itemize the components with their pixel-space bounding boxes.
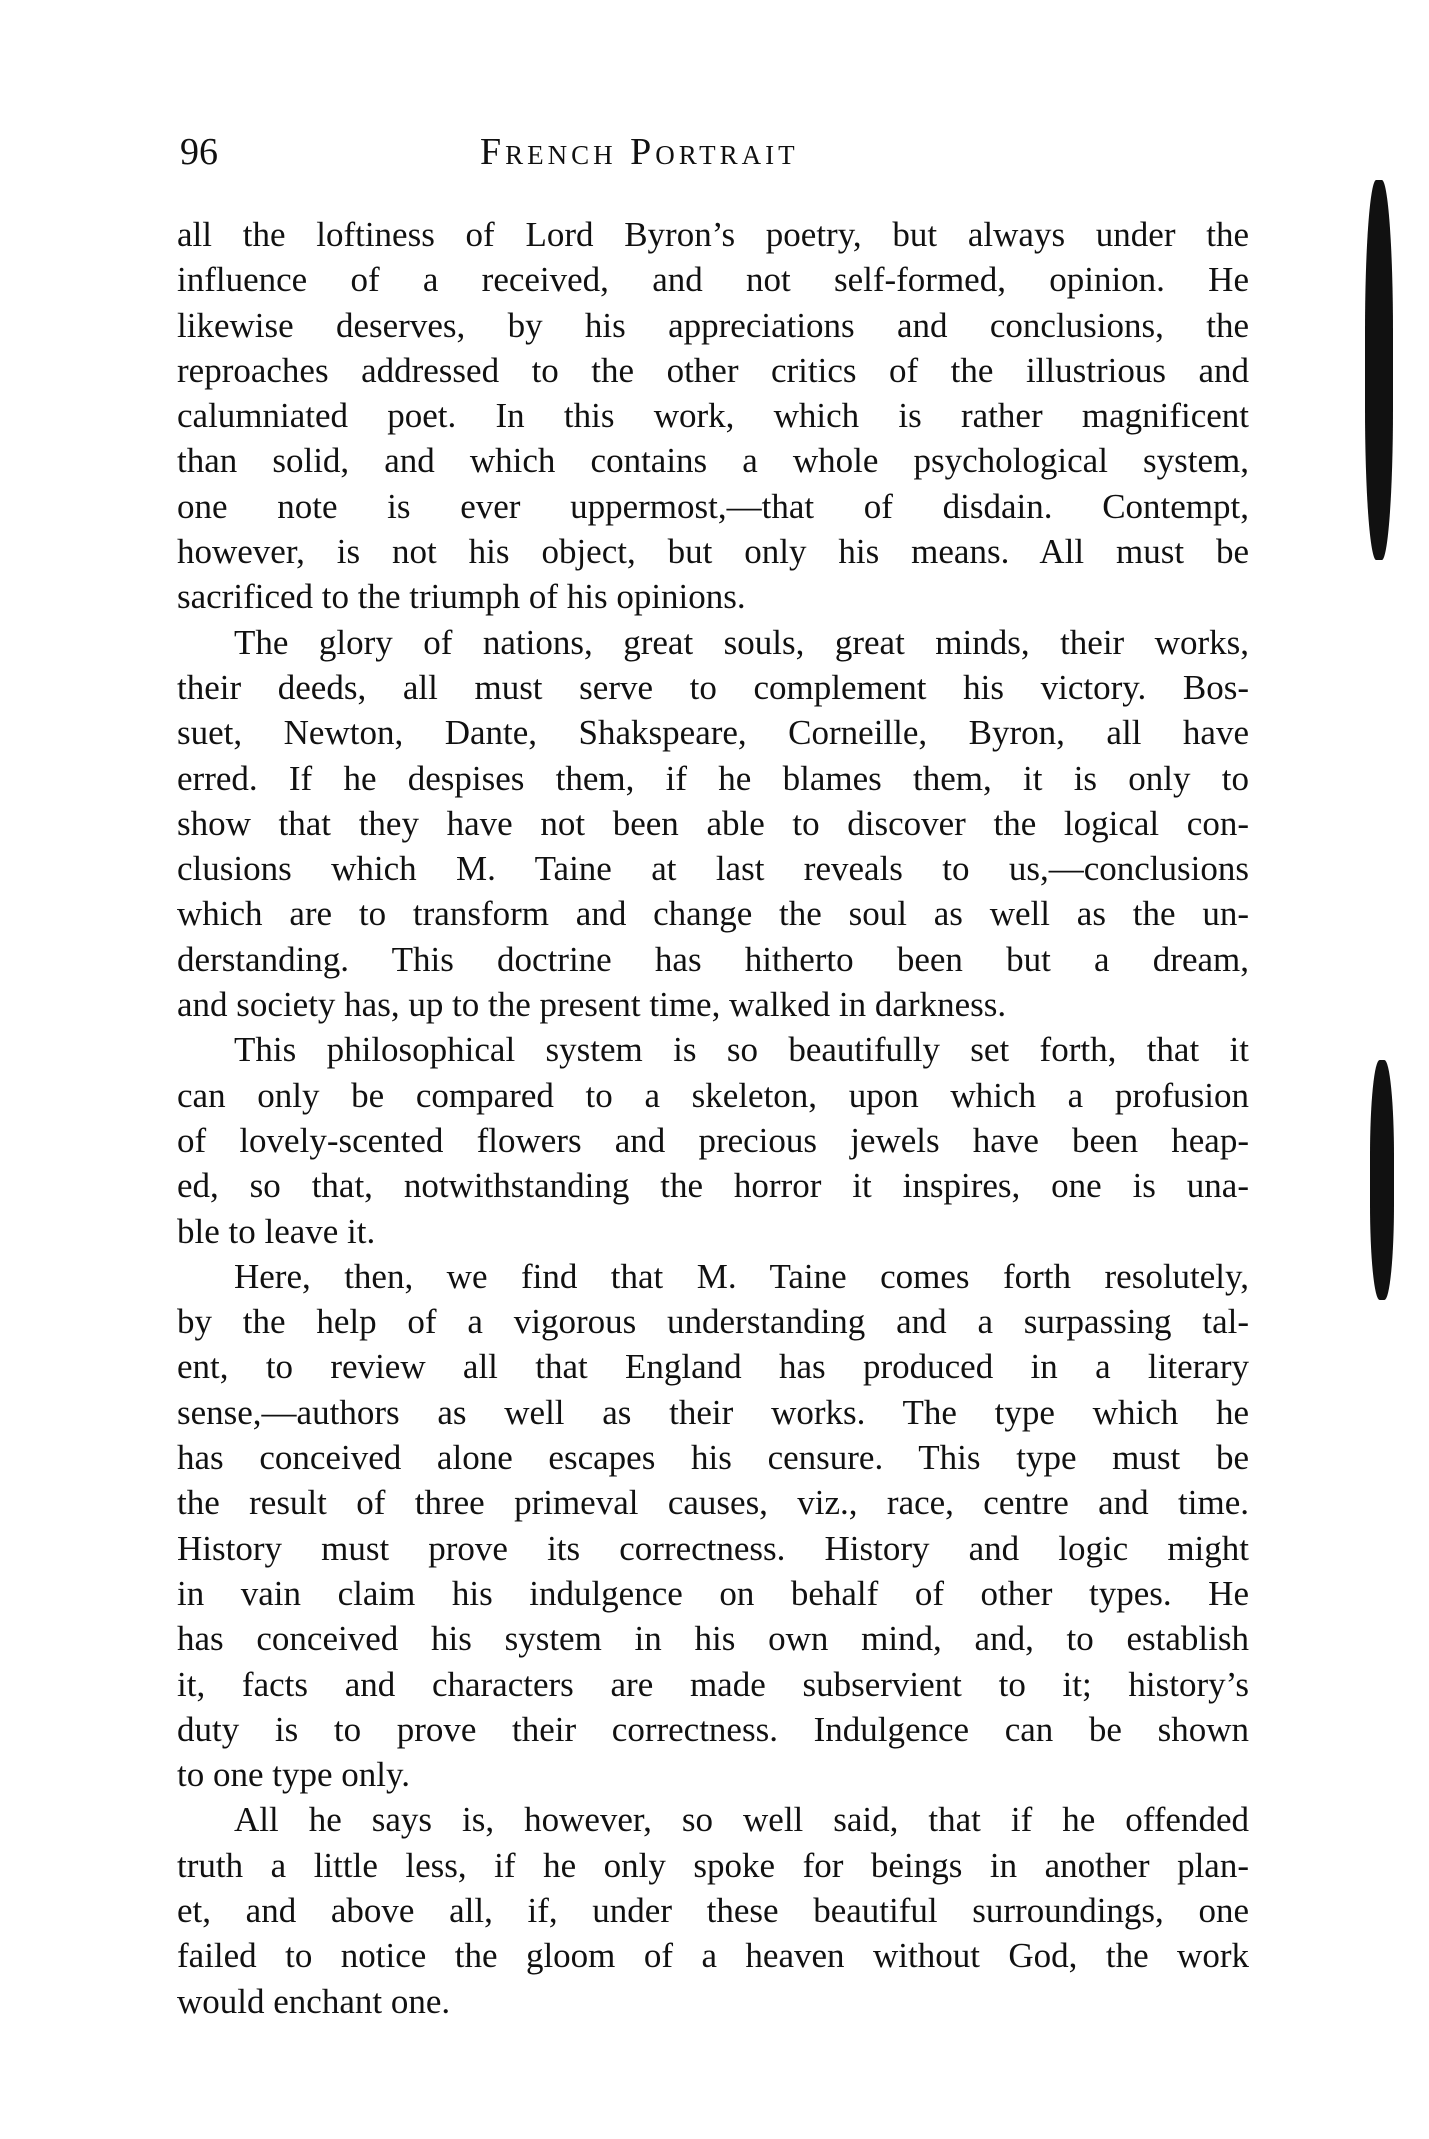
scan-smudge-top [1365, 180, 1393, 560]
paragraph [177, 1254, 1249, 1798]
text-line: the result of three primeval causes, viz., race, centre and time. [177, 1483, 1249, 1523]
text-line: however, is not his object, but only his means. All must be [177, 532, 1249, 572]
text-line: The glory of nations, great souls, great minds, their works, [234, 622, 1249, 662]
text-line: sense,—authors as well as their works. The type which he [177, 1392, 1249, 1432]
text-line: all the loftiness of Lord Byron’s poetry, but always under the [177, 215, 1249, 254]
page-number: 96 [180, 131, 218, 173]
text-line: reproaches addressed to the other critics of the illustrious and [177, 350, 1249, 390]
text-line: et, and above all, if, under these beautiful surroundings, one [177, 1890, 1249, 1930]
text-line: show that they have not been able to discover the logical con- [177, 803, 1249, 843]
text-line: has conceived alone escapes his censure. This type must be [177, 1438, 1249, 1478]
text-line: derstanding. This doctrine has hitherto been but a dream, [177, 939, 1249, 979]
text-line: of lovely-scented flowers and precious jewels have been heap- [177, 1120, 1249, 1160]
text-line: it, facts and characters are made subservient to it; history’s [177, 1664, 1249, 1704]
text-line: calumniated poet. In this work, which is rather magnificent [177, 396, 1249, 436]
text-line: would enchant one. [177, 1981, 451, 2021]
text-line: ent, to review all that England has produced in a literary [177, 1347, 1249, 1387]
text-line: can only be compared to a skeleton, upon which a profusion [177, 1075, 1249, 1115]
text-line: History must prove its correctness. History and logic might [177, 1528, 1249, 1568]
text-line: ed, so that, notwithstanding the horror it inspires, one is una- [177, 1166, 1249, 1206]
text-line: All he says is, however, so well said, that if he offended [234, 1800, 1249, 1840]
text-line: Here, then, we find that M. Taine comes forth resolutely, [234, 1256, 1249, 1296]
body-text [177, 212, 1249, 2024]
text-line: which are to transform and change the soul as well as the un- [177, 894, 1249, 934]
running-title: French Portrait [480, 131, 799, 173]
text-line: suet, Newton, Dante, Shakspeare, Corneille, Byron, all have [177, 713, 1249, 753]
text-line: in vain claim his indulgence on behalf of other types. He [177, 1573, 1249, 1613]
text-line: clusions which M. Taine at last reveals to us,—conclusions [177, 849, 1249, 889]
text-line: by the help of a vigorous understanding and a surpassing tal- [177, 1302, 1249, 1342]
paragraph [177, 1797, 1249, 2023]
paragraph [177, 1027, 1249, 1253]
text-line: has conceived his system in his own mind, and, to establish [177, 1619, 1249, 1659]
text-line: one note is ever uppermost,—that of disdain. Contempt, [177, 486, 1249, 526]
text-line: This philosophical system is so beautifully set forth, that it [234, 1030, 1249, 1070]
text-line: likewise deserves, by his appreciations and conclusions, the [177, 305, 1249, 345]
text-line: truth a little less, if he only spoke for beings in another plan- [177, 1845, 1249, 1885]
text-line: than solid, and which contains a whole psychological system, [177, 441, 1249, 481]
text-line: to one type only. [177, 1755, 410, 1795]
paragraph [177, 212, 1249, 620]
text-line: sacrificed to the triumph of his opinions. [177, 577, 746, 617]
paragraph [177, 620, 1249, 1028]
text-line: and society has, up to the present time, walked in darkness. [177, 985, 1007, 1025]
scan-smudge-bottom [1370, 1060, 1394, 1300]
text-line: their deeds, all must serve to complement his victory. Bos- [177, 667, 1249, 707]
text-line: influence of a received, and not self-formed, opinion. He [177, 260, 1249, 300]
text-line: erred. If he despises them, if he blames them, it is only to [177, 758, 1249, 798]
text-line: duty is to prove their correctness. Indulgence can be shown [177, 1709, 1249, 1749]
text-line: ble to leave it. [177, 1211, 376, 1251]
text-line: failed to notice the gloom of a heaven without God, the work [177, 1936, 1249, 1976]
